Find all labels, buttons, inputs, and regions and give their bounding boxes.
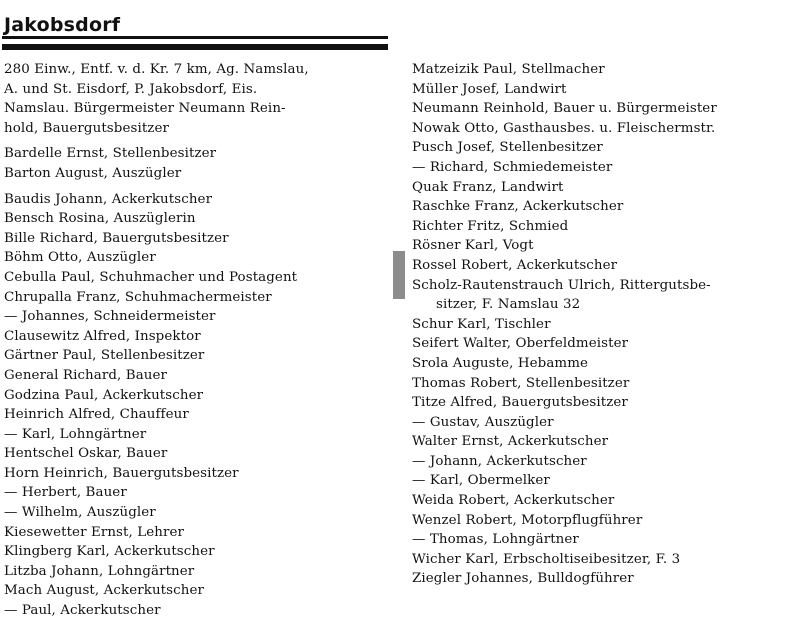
resident-entry: Srola Auguste, Hebamme bbox=[412, 355, 589, 371]
resident-entry: Raschke Franz, Ackerkutscher bbox=[412, 199, 624, 215]
resident-entry: Heinrich Alfred, Chauffeur bbox=[4, 407, 189, 423]
resident-entry: Mach August, Ackerkutscher bbox=[4, 583, 204, 599]
resident-entry: — Paul, Ackerkutscher bbox=[4, 603, 161, 619]
intro-line: Namslau. Bürgermeister Neumann Rein- bbox=[4, 101, 286, 117]
resident-entry: Bille Richard, Bauergutsbesitzer bbox=[4, 230, 229, 246]
resident-entry: Hentschel Oskar, Bauer bbox=[4, 446, 168, 462]
resident-entry: Litzba Johann, Lohngärtner bbox=[4, 563, 195, 579]
resident-entry: Wenzel Robert, Motorpflugführer bbox=[412, 512, 643, 528]
resident-entry: Clausewitz Alfred, Inspektor bbox=[4, 328, 201, 344]
resident-entry: — Karl, Obermelker bbox=[412, 473, 550, 489]
resident-entry: — Richard, Schmiedemeister bbox=[412, 159, 613, 175]
resident-entry: Klingberg Karl, Ackerkutscher bbox=[4, 544, 215, 560]
resident-entry: Scholz-Rautenstrauch Ulrich, Rittergutsbe- bbox=[412, 277, 711, 293]
right-column bbox=[412, 60, 797, 589]
resident-entry: Walter Ernst, Ackerkutscher bbox=[412, 434, 609, 450]
left-column bbox=[4, 60, 390, 621]
resident-entry: Quak Franz, Landwirt bbox=[412, 179, 564, 195]
resident-entry: Müller Josef, Landwirt bbox=[412, 81, 567, 97]
resident-entry-continued: sitzer, F. Namslau 32 bbox=[436, 297, 581, 313]
intro-line: A. und St. Eisdorf, P. Jakobsdorf, Eis. bbox=[4, 81, 258, 97]
resident-entry: Böhm Otto, Auszügler bbox=[4, 250, 156, 266]
resident-entry: — Herbert, Bauer bbox=[4, 485, 127, 501]
resident-entry: — Johann, Ackerkutscher bbox=[412, 453, 587, 469]
column-marker bbox=[393, 251, 405, 299]
resident-entry: Barton August, Auszügler bbox=[4, 165, 182, 181]
intro-line: 280 Einw., Entf. v. d. Kr. 7 km, Ag. Namslau, bbox=[4, 62, 309, 77]
resident-entry: — Karl, Lohngärtner bbox=[4, 426, 147, 442]
resident-entry: — Johannes, Schneidermeister bbox=[4, 309, 216, 325]
resident-entry: Thomas Robert, Stellenbesitzer bbox=[412, 375, 630, 391]
resident-entry: General Richard, Bauer bbox=[4, 367, 168, 383]
resident-entry: — Gustav, Auszügler bbox=[412, 414, 554, 430]
resident-entry: — Thomas, Lohngärtner bbox=[412, 532, 579, 548]
resident-entry: Bensch Rosina, Auszüglerin bbox=[4, 211, 196, 227]
resident-list-2 bbox=[4, 190, 390, 621]
resident-entry: Rossel Robert, Ackerkutscher bbox=[412, 257, 618, 273]
resident-entry: Godzina Paul, Ackerkutscher bbox=[4, 387, 204, 403]
resident-entry: Bardelle Ernst, Stellenbesitzer bbox=[4, 146, 217, 162]
resident-entry: Gärtner Paul, Stellenbesitzer bbox=[4, 348, 205, 364]
title-rule-thin bbox=[2, 36, 388, 39]
resident-entry: Seifert Walter, Oberfeldmeister bbox=[412, 336, 629, 352]
resident-entry: Horn Heinrich, Bauergutsbesitzer bbox=[4, 465, 239, 481]
resident-entry: Pusch Josef, Stellenbesitzer bbox=[412, 140, 603, 156]
resident-entry: Neumann Reinhold, Bauer u. Bürgermeister bbox=[412, 101, 717, 117]
resident-entry: Ziegler Johannes, Bulldogführer bbox=[412, 571, 634, 587]
resident-entry: — Wilhelm, Auszügler bbox=[4, 505, 156, 521]
resident-entry: Nowak Otto, Gasthausbes. u. Fleischermstr. bbox=[412, 120, 716, 136]
page-title: Jakobsdorf bbox=[4, 14, 121, 36]
intro-line: hold, Bauergutsbesitzer bbox=[4, 120, 169, 136]
resident-entry: Titze Alfred, Bauergutsbesitzer bbox=[412, 395, 628, 411]
title-rule-thick bbox=[2, 44, 388, 50]
intro-paragraph bbox=[4, 60, 390, 138]
resident-entry: Wicher Karl, Erbscholtiseibesitzer, F. 3 bbox=[412, 551, 681, 567]
resident-entry: Kiesewetter Ernst, Lehrer bbox=[4, 524, 184, 540]
resident-entry: Matzeizik Paul, Stellmacher bbox=[412, 62, 605, 77]
resident-entry: Schur Karl, Tischler bbox=[412, 316, 551, 332]
resident-entry: Chrupalla Franz, Schuhmachermeister bbox=[4, 289, 272, 305]
resident-list-1 bbox=[4, 144, 390, 183]
resident-entry: Cebulla Paul, Schuhmacher und Postagent bbox=[4, 269, 298, 285]
resident-entry: Baudis Johann, Ackerkutscher bbox=[4, 191, 213, 207]
resident-entry: Weida Robert, Ackerkutscher bbox=[412, 493, 615, 509]
resident-entry: Richter Fritz, Schmied bbox=[412, 218, 569, 234]
resident-entry: Rösner Karl, Vogt bbox=[412, 238, 534, 254]
